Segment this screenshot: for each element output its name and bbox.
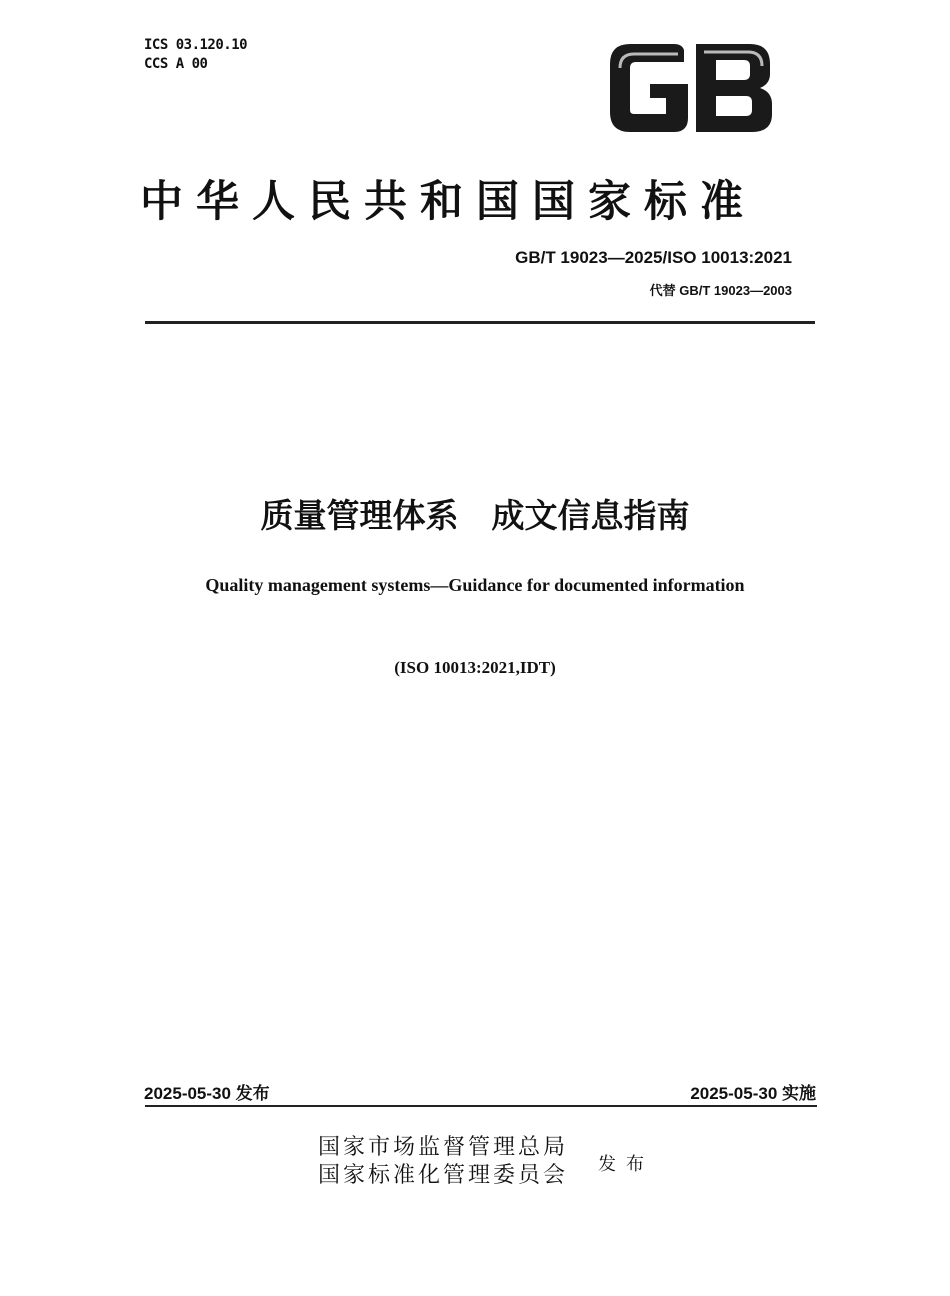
publish-label: 发布 <box>598 1154 654 1175</box>
issuer-sac: 国家标准化管理委员会 <box>318 1163 569 1188</box>
english-title: Quality management systems—Guidance for documented information <box>205 575 745 595</box>
adoption-note: (ISO 10013:2021,IDT) <box>394 658 556 677</box>
implementation-date: 2025-05-30 实施 <box>690 1084 816 1103</box>
issuing-authorities <box>318 1134 568 1190</box>
issuer-samr: 国家市场监督管理总局 <box>318 1135 569 1160</box>
footer-divider <box>145 1105 817 1107</box>
chinese-title: 质量管理体系 成文信息指南 <box>260 496 690 535</box>
ics-code: ICS 03.120.10 <box>144 37 248 53</box>
national-standard-title: 中华人民共和国国家标准 <box>140 177 756 227</box>
classification-codes <box>144 36 247 74</box>
ccs-code: CCS A 00 <box>144 56 208 72</box>
replaces-standard: 代替 GB/T 19023—2003 <box>649 283 792 298</box>
standard-number: GB/T 19023—2025/ISO 10013:2021 <box>515 248 792 267</box>
gb-logo-icon <box>604 40 776 136</box>
header-divider <box>145 321 815 324</box>
issue-date: 2025-05-30 发布 <box>144 1084 270 1103</box>
